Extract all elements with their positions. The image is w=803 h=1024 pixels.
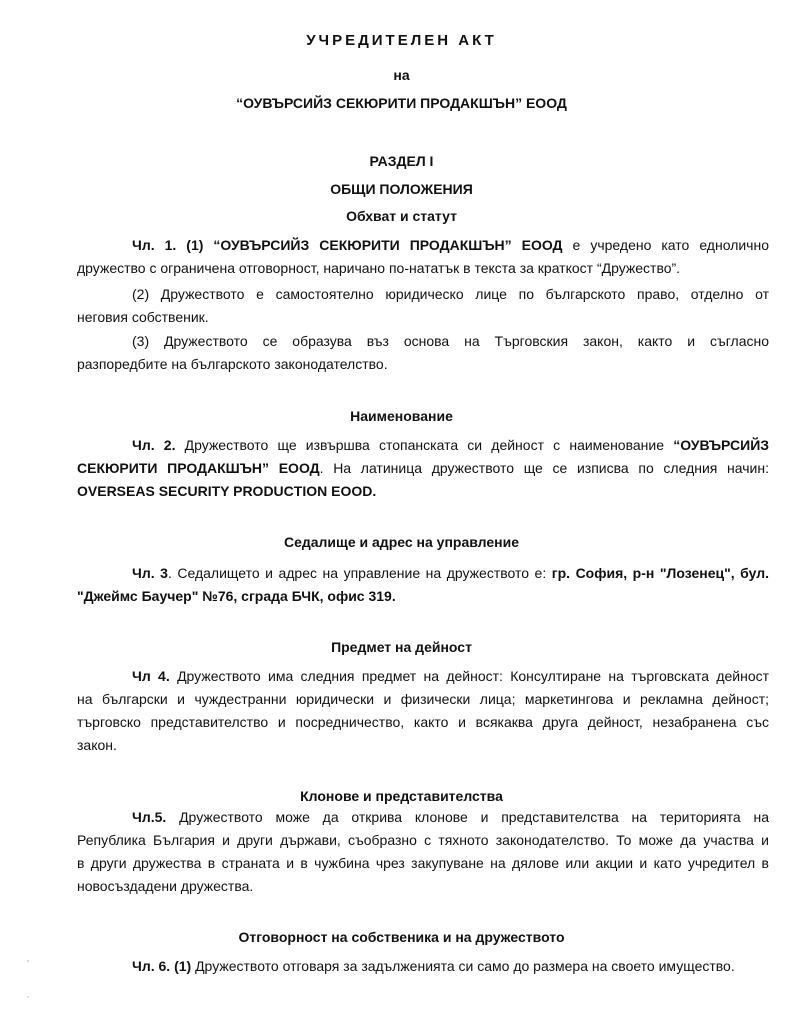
heading-liability: Отговорност на собственика и на дружеството: [238, 929, 565, 945]
article-1-paragraph-1: [77, 234, 769, 280]
heading-scope: Обхват и статут: [346, 208, 457, 224]
article-1-p3-line-2: разпоредбите на българското законодателство.: [77, 356, 388, 372]
article-3-line-2: [77, 585, 769, 608]
article-4: [77, 665, 769, 757]
article-2-latin-name: OVERSEAS SECURITY PRODUCTION EOOD: [77, 483, 373, 499]
article-2-line-3: [77, 480, 769, 503]
article-4-line-4: закон.: [77, 737, 117, 753]
scan-speck: [27, 996, 29, 998]
article-2-bold-1: “ОУВЪРСИЙЗ: [673, 437, 769, 453]
article-4-line-1: [77, 665, 769, 688]
article-3-address-2: "Джеймс Баучер" №76, сграда БЧК, офис 319.: [77, 588, 396, 604]
article-5-line-2: Република България и други държави, съобразно с тяхното законодателство. То може да участва и: [77, 832, 769, 848]
article-3-text: . Седалището и адрес на управление на дружеството е:: [167, 565, 547, 581]
section-number: РАЗДЕЛ I: [369, 153, 434, 169]
article-6-label: Чл. 6. (1): [132, 958, 192, 974]
article-1-paragraph-3: [77, 330, 769, 376]
article-4-line-2: на български и чуждестранни юридически и физически лица; маркетингова и рекламна дейност;: [77, 691, 769, 707]
article-2-label: Чл. 2.: [132, 437, 176, 453]
article-1-line-1: [77, 234, 769, 257]
article-4-text-1: Дружеството има следния предмет на дейност: Консултиране на търговската дейност: [177, 668, 769, 684]
heading-seat: Седалище и адрес на управление: [283, 534, 520, 550]
article-5-line-3: в други дружества в страната и в чужбина чрез закупуване на дялове или акции и като учредител в: [77, 855, 769, 871]
heading-name: Наименование: [350, 408, 453, 424]
article-1-label: Чл. 1. (1) “ОУВЪРСИЙЗ СЕКЮРИТИ ПРОДАКШЪН” ЕООД: [132, 237, 563, 253]
article-5-label: Чл.5.: [132, 809, 167, 825]
article-2-bold-2: СЕКЮРИТИ ПРОДАКШЪН” ЕООД: [77, 460, 320, 476]
article-6-text: Дружеството отговаря за задълженията си само до размера на своето имущество.: [195, 958, 735, 974]
article-2-line-1: [77, 434, 769, 457]
article-1-p3-line-1: (3) Дружеството се образува въз основа на Търговския закон, както и съгласно: [132, 333, 769, 349]
article-3: [77, 562, 769, 608]
article-2-text-1: Дружеството ще извършва стопанската си дейност с наименование: [184, 437, 665, 453]
article-1-p2-line-2: неговия собственик.: [77, 309, 209, 325]
article-3-line-1: [77, 562, 769, 585]
heading-branches: Клонове и представителства: [300, 788, 503, 804]
article-4-line-3: търговско представителство и посредничество, както и всякаква друга дейност, незабранена със: [77, 714, 769, 730]
article-2-text-2: . На латиница дружеството ще се изписва по следния начин:: [319, 460, 769, 476]
document-subtitle-na: на: [393, 67, 410, 83]
article-3-address-1: гр. София, р-н "Лозенец", бул.: [551, 565, 769, 581]
section-title: ОБЩИ ПОЛОЖЕНИЯ: [330, 181, 473, 197]
heading-subject: Предмет на дейност: [331, 639, 472, 655]
scan-speck: [27, 960, 29, 962]
article-5-line-4: новосъздадени дружества.: [77, 878, 254, 894]
document-title: УЧРЕДИТЕЛЕН АКТ: [306, 32, 497, 49]
company-name-heading: “ОУВЪРСИЙЗ СЕКЮРИТИ ПРОДАКШЪН” ЕООД: [236, 95, 567, 111]
article-6: [77, 955, 769, 978]
article-5-text-1: Дружеството може да открива клонове и представителства на територията на: [179, 809, 769, 825]
article-1-text: е учредено като еднолично: [572, 237, 769, 253]
article-5: [77, 806, 769, 898]
article-2-end: .: [372, 483, 377, 499]
article-1-paragraph-2: [77, 283, 769, 329]
article-6-line-1: [77, 955, 769, 978]
article-1-line-2: дружество с ограничена отговорност, наричано по-нататък в текста за краткост “Дружество”.: [77, 260, 681, 276]
article-3-label: Чл. 3: [132, 565, 168, 581]
article-4-label: Чл 4.: [132, 668, 170, 684]
article-2: [77, 434, 769, 503]
article-5-line-1: [77, 806, 769, 829]
article-1-p2-line-1: (2) Дружеството е самостоятелно юридическо лице по българското право, отделно от: [132, 286, 769, 302]
article-2-line-2: [77, 457, 769, 480]
